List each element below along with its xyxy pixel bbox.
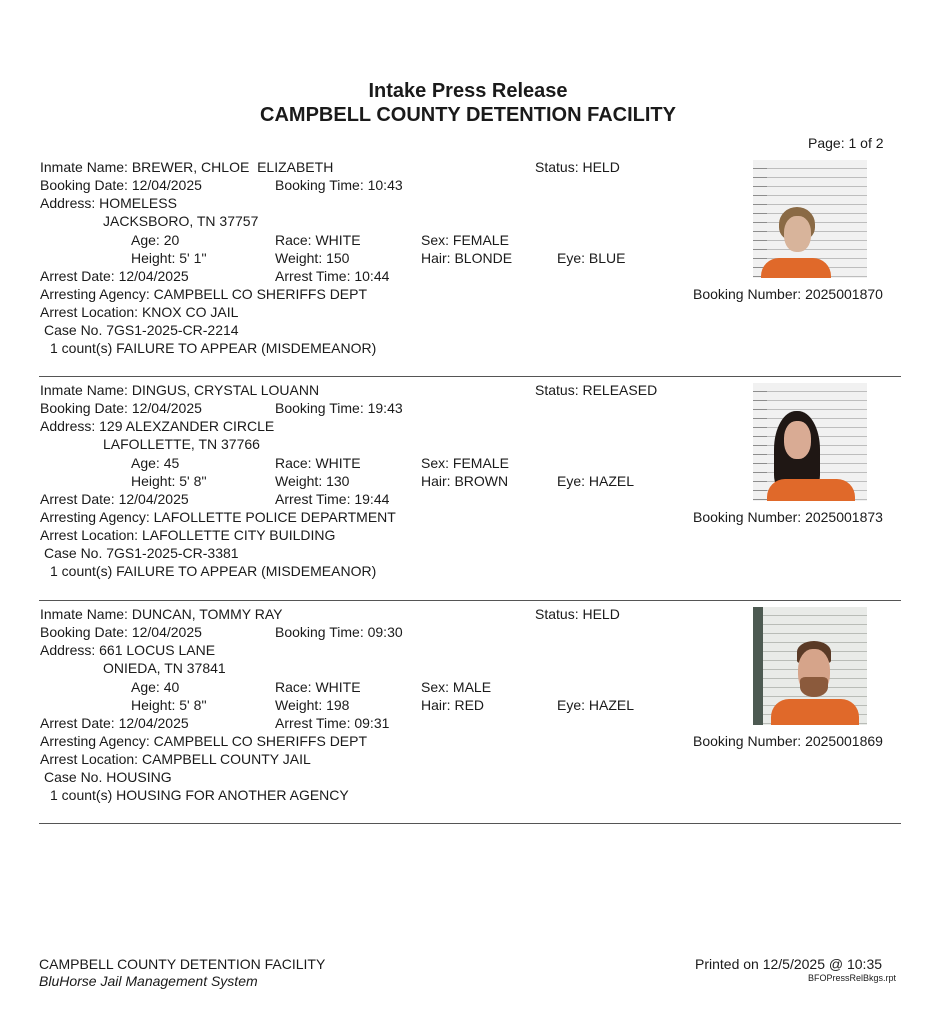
sex (421, 454, 509, 472)
status-value: HELD (582, 606, 620, 622)
case-number-label: Case No. (44, 322, 103, 338)
page-number: Page: 1 of 2 (808, 135, 884, 151)
address-line1: HOMELESS (99, 195, 177, 211)
charge: 1 count(s) FAILURE TO APPEAR (MISDEMEANOR) (50, 563, 377, 579)
record-divider (39, 376, 901, 377)
arresting-agency (40, 732, 367, 750)
arresting-agency (40, 508, 396, 526)
inmate-name-row (40, 605, 282, 623)
height-value: 5' 8'' (179, 697, 207, 713)
inmate-name: DUNCAN, TOMMY RAY (131, 606, 283, 622)
arresting-agency (40, 285, 367, 303)
hair-value: BROWN (454, 473, 509, 489)
booking-time (275, 176, 403, 194)
address-line2: LAFOLLETTE, TN 37766 (103, 436, 260, 452)
document-title: Intake Press Release (368, 80, 568, 102)
arrest-location-value: LAFOLLETTE CITY BUILDING (141, 527, 336, 543)
hair-label: Hair: (421, 473, 451, 489)
booking-number-value: 2025001870 (805, 286, 883, 302)
inmate-record (0, 158, 936, 373)
case-number-value: 7GS1-2025-CR-2214 (106, 322, 239, 338)
race-label: Race: (275, 232, 312, 248)
address-line1: 661 LOCUS LANE (99, 642, 216, 658)
case-number (44, 544, 239, 562)
height-scale (753, 160, 767, 278)
status (535, 158, 620, 176)
booking-time (275, 399, 403, 417)
weight (275, 696, 349, 714)
arrest-time-label: Arrest Time: (275, 715, 351, 731)
inmate-name-row (40, 158, 333, 176)
booking-date-value: 12/04/2025 (131, 400, 202, 416)
booking-time-value: 19:43 (367, 400, 403, 416)
arrest-date-label: Arrest Date: (40, 268, 115, 284)
arrest-location (40, 526, 335, 544)
age-label: Age: (131, 455, 160, 471)
booking-number-label: Booking Number: (693, 733, 802, 749)
arrest-date (40, 490, 189, 508)
booking-date-label: Booking Date: (40, 400, 128, 416)
sex-label: Sex: (421, 455, 450, 471)
age (131, 454, 179, 472)
address-line1: 129 ALEXZANDER CIRCLE (99, 418, 275, 434)
height-value: 5' 1'' (179, 250, 207, 266)
footer-facility: CAMPBELL COUNTY DETENTION FACILITY (39, 956, 326, 972)
arrest-time-label: Arrest Time: (275, 268, 351, 284)
inmate-record (0, 381, 936, 596)
race-value: WHITE (315, 455, 361, 471)
arrest-time-label: Arrest Time: (275, 491, 351, 507)
mugshot-face (784, 216, 811, 252)
eye-label: Eye: (557, 250, 586, 266)
arrest-location-label: Arrest Location: (40, 304, 139, 320)
hair (421, 696, 484, 714)
mugshot-beard (800, 677, 828, 697)
arresting-agency-value: CAMPBELL CO SHERIFFS DEPT (153, 733, 368, 749)
address (40, 194, 177, 212)
race-label: Race: (275, 679, 312, 695)
arresting-agency-label: Arresting Agency: (40, 509, 150, 525)
booking-date-label: Booking Date: (40, 624, 128, 640)
height (131, 249, 207, 267)
eye-value: BLUE (588, 250, 626, 266)
booking-number-label: Booking Number: (693, 509, 802, 525)
eye-value: HAZEL (588, 473, 635, 489)
arrest-time (275, 267, 389, 285)
arrest-location-value: CAMPBELL COUNTY JAIL (141, 751, 311, 767)
facility-title: CAMPBELL COUNTY DETENTION FACILITY (260, 104, 676, 126)
height-label: Height: (131, 473, 176, 489)
status-value: HELD (582, 159, 620, 175)
arrest-date (40, 714, 189, 732)
case-number (44, 321, 239, 339)
case-number-value: HOUSING (106, 769, 172, 785)
printed-timestamp: Printed on 12/5/2025 @ 10:35 (695, 956, 883, 972)
address-label: Address: (40, 418, 96, 434)
arresting-agency-value: LAFOLLETTE POLICE DEPARTMENT (153, 509, 396, 525)
eye-label: Eye: (557, 473, 586, 489)
charge: 1 count(s) HOUSING FOR ANOTHER AGENCY (50, 787, 349, 803)
race (275, 678, 361, 696)
weight-value: 150 (326, 250, 350, 266)
arrest-location-label: Arrest Location: (40, 527, 139, 543)
booking-date (40, 623, 202, 641)
arrest-time-value: 19:44 (354, 491, 390, 507)
age (131, 231, 179, 249)
address-line2: JACKSBORO, TN 37757 (103, 213, 259, 229)
booking-date (40, 176, 202, 194)
mugshot-shirt (771, 699, 859, 725)
case-number (44, 768, 172, 786)
arresting-agency-value: CAMPBELL CO SHERIFFS DEPT (153, 286, 368, 302)
booking-time-value: 09:30 (367, 624, 403, 640)
footer-system: BluHorse Jail Management System (39, 973, 258, 989)
mugshot-photo (753, 160, 867, 278)
arresting-agency-label: Arresting Agency: (40, 286, 150, 302)
mugshot-photo (753, 383, 867, 501)
race (275, 231, 361, 249)
report-filename: BFOPressRelBkgs.rpt (808, 973, 897, 983)
booking-number (693, 732, 883, 750)
inmate-name-label: Inmate Name: (40, 382, 128, 398)
weight (275, 472, 349, 490)
race-label: Race: (275, 455, 312, 471)
hair-label: Hair: (421, 697, 451, 713)
booking-time (275, 623, 403, 641)
sex-value: FEMALE (452, 232, 509, 248)
weight-label: Weight: (275, 473, 323, 489)
sex (421, 231, 509, 249)
address-line2: ONIEDA, TN 37841 (103, 660, 226, 676)
arrest-location-label: Arrest Location: (40, 751, 139, 767)
race (275, 454, 361, 472)
booking-date-value: 12/04/2025 (131, 624, 202, 640)
weight-label: Weight: (275, 697, 323, 713)
mugshot-face (784, 421, 811, 459)
weight-value: 130 (326, 473, 350, 489)
charge: 1 count(s) FAILURE TO APPEAR (MISDEMEANOR) (50, 340, 377, 356)
booking-number (693, 285, 883, 303)
arrest-location (40, 303, 238, 321)
race-value: WHITE (315, 232, 361, 248)
height (131, 472, 207, 490)
hair-label: Hair: (421, 250, 451, 266)
booking-date-value: 12/04/2025 (131, 177, 202, 193)
weight-value: 198 (326, 697, 350, 713)
age-label: Age: (131, 232, 160, 248)
age (131, 678, 179, 696)
case-number-label: Case No. (44, 545, 103, 561)
hair-value: BLONDE (454, 250, 513, 266)
height-label: Height: (131, 250, 176, 266)
record-divider (39, 600, 901, 601)
age-value: 45 (163, 455, 180, 471)
booking-number (693, 508, 883, 526)
arrest-time-value: 10:44 (354, 268, 390, 284)
age-label: Age: (131, 679, 160, 695)
height-scale (753, 383, 767, 501)
arrest-location-value: KNOX CO JAIL (141, 304, 239, 320)
address-label: Address: (40, 195, 96, 211)
mugshot-shirt (761, 258, 831, 278)
sex-label: Sex: (421, 232, 450, 248)
height-scale (753, 607, 763, 725)
arrest-date-label: Arrest Date: (40, 491, 115, 507)
sex-value: MALE (452, 679, 492, 695)
arrest-date (40, 267, 189, 285)
sex-value: FEMALE (452, 455, 509, 471)
arrest-date-value: 12/04/2025 (118, 715, 189, 731)
eye-label: Eye: (557, 697, 586, 713)
age-value: 20 (163, 232, 180, 248)
address (40, 417, 274, 435)
hair-value: RED (454, 697, 485, 713)
hair (421, 472, 508, 490)
sex-label: Sex: (421, 679, 450, 695)
address-label: Address: (40, 642, 96, 658)
status-label: Status: (535, 382, 579, 398)
record-divider (39, 823, 901, 824)
booking-date-label: Booking Date: (40, 177, 128, 193)
sex (421, 678, 491, 696)
case-number-value: 7GS1-2025-CR-3381 (106, 545, 239, 561)
height-value: 5' 8'' (179, 473, 207, 489)
hair (421, 249, 512, 267)
mugshot-photo (753, 607, 867, 725)
eye-value: HAZEL (588, 697, 635, 713)
eye (557, 472, 634, 490)
arrest-time (275, 714, 389, 732)
status-label: Status: (535, 606, 579, 622)
booking-time-value: 10:43 (367, 177, 403, 193)
status (535, 605, 620, 623)
race-value: WHITE (315, 679, 361, 695)
height (131, 696, 207, 714)
booking-time-label: Booking Time: (275, 177, 364, 193)
arrest-date-value: 12/04/2025 (118, 491, 189, 507)
inmate-name-label: Inmate Name: (40, 159, 128, 175)
address (40, 641, 215, 659)
age-value: 40 (163, 679, 180, 695)
booking-number-value: 2025001869 (805, 733, 883, 749)
arrest-time (275, 490, 389, 508)
arrest-time-value: 09:31 (354, 715, 390, 731)
eye (557, 696, 634, 714)
arrest-location (40, 750, 311, 768)
booking-number-value: 2025001873 (805, 509, 883, 525)
inmate-name-label: Inmate Name: (40, 606, 128, 622)
eye (557, 249, 625, 267)
weight-label: Weight: (275, 250, 323, 266)
status-label: Status: (535, 159, 579, 175)
mugshot-shirt (767, 479, 855, 501)
weight (275, 249, 349, 267)
status (535, 381, 657, 399)
booking-date (40, 399, 202, 417)
booking-number-label: Booking Number: (693, 286, 802, 302)
status-value: RELEASED (582, 382, 658, 398)
booking-time-label: Booking Time: (275, 624, 364, 640)
inmate-name-row (40, 381, 319, 399)
height-label: Height: (131, 697, 176, 713)
booking-time-label: Booking Time: (275, 400, 364, 416)
arrest-date-label: Arrest Date: (40, 715, 115, 731)
inmate-name: DINGUS, CRYSTAL LOUANN (131, 382, 320, 398)
arresting-agency-label: Arresting Agency: (40, 733, 150, 749)
case-number-label: Case No. (44, 769, 103, 785)
inmate-name: BREWER, CHLOE ELIZABETH (131, 159, 334, 175)
arrest-date-value: 12/04/2025 (118, 268, 189, 284)
inmate-record (0, 605, 936, 820)
